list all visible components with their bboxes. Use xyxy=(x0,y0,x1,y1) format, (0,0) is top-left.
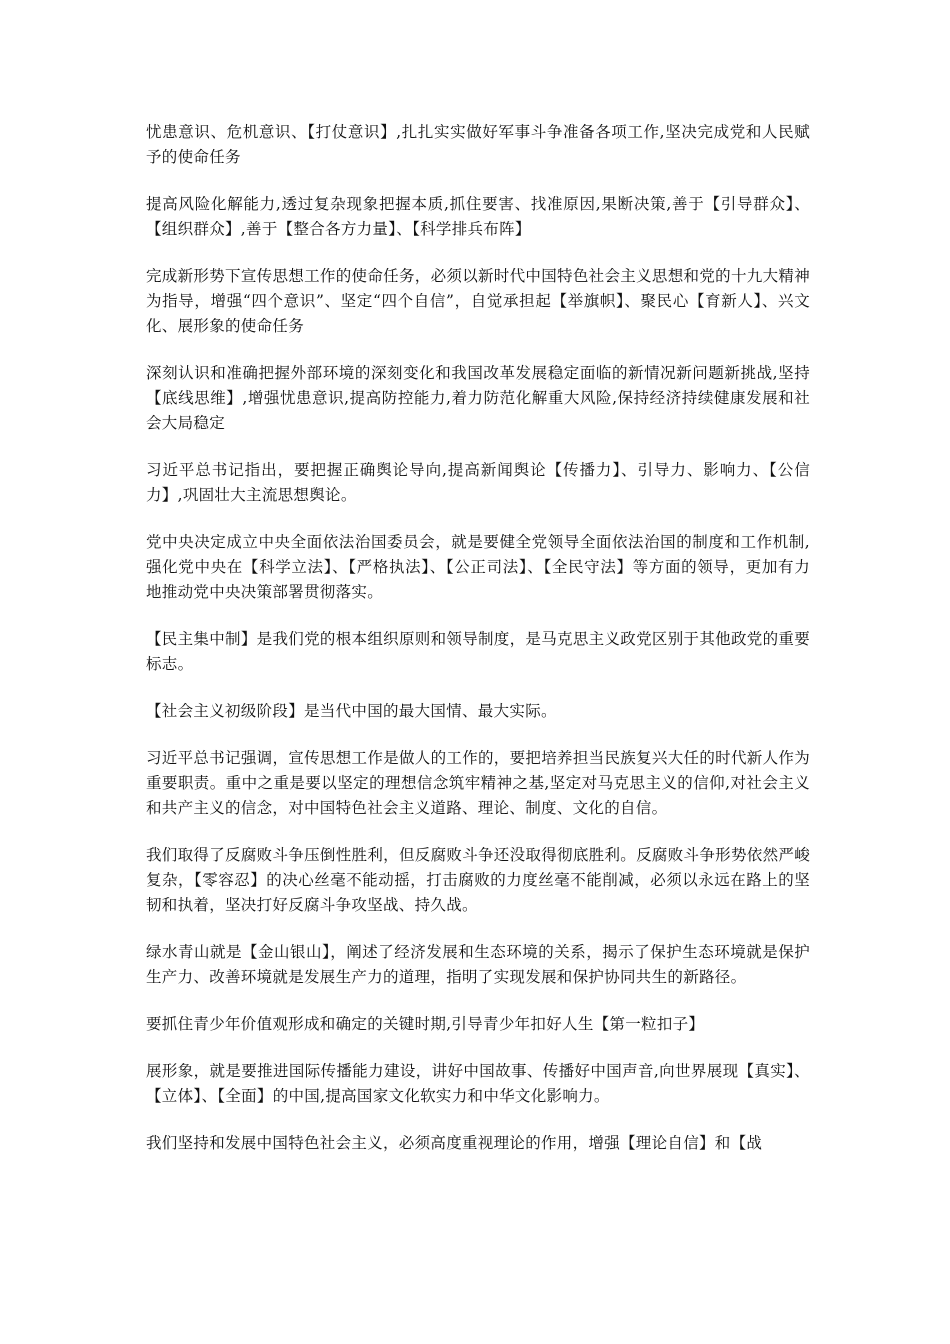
paragraph-7: 【民主集中制】是我们党的根本组织原则和领导制度，是马克思主义政党区别于其他政党的重要标志。 xyxy=(146,630,810,673)
paragraph-3: 完成新形势下宣传思想工作的使命任务，必须以新时代中国特色社会主义思想和党的十九大精神为指导，增强“四个意识”、坚定“四个自信”，自觉承担起【举旗帜】、聚民心【育新人】、兴文化、展形象的使命任务 xyxy=(146,267,810,335)
paragraph-8: 【社会主义初级阶段】是当代中国的最大国情、最大实际。 xyxy=(146,702,557,720)
paragraph-13: 展形象，就是要推进国际传播能力建设，讲好中国故事、传播好中国声音,向世界展现【真实】、【立体】、【全面】的中国,提高国家文化软实力和中华文化影响力。 xyxy=(146,1062,810,1105)
paragraph-1: 忧患意识、危机意识、【打仗意识】,扎扎实实做好军事斗争准备各项工作,坚决完成党和人民赋予的使命任务 xyxy=(146,123,810,166)
paragraph-14: 我们坚持和发展中国特色社会主义，必须高度重视理论的作用，增强【理论自信】和【战 xyxy=(146,1134,763,1152)
paragraph-5: 习近平总书记指出，要把握正确舆论导向,提高新闻舆论【传播力】、引导力、影响力、【公信力】,巩固壮大主流思想舆论。 xyxy=(146,461,810,504)
paragraph-11: 绿水青山就是【金山银山】，阐述了经济发展和生态环境的关系，揭示了保护生态环境就是保护生产力、改善环境就是发展生产力的道理，指明了实现发展和保护协同共生的新路径。 xyxy=(146,943,810,986)
paragraph-9: 习近平总书记强调，宣传思想工作是做人的工作的，要把培养担当民族复兴大任的时代新人作为重要职责。重中之重是要以坚定的理想信念筑牢精神之基,坚定对马克思主义的信仰,对社会主义和共产主义的信念，对中国特色社会主义道路、理论、制度、文化的自信。 xyxy=(146,749,810,817)
paragraph-10: 我们取得了反腐败斗争压倒性胜利，但反腐败斗争还没取得彻底胜利。反腐败斗争形势依然严峻复杂，【零容忍】的决心丝毫不能动摇，打击腐败的力度丝毫不能削减，必须以永远在路上的坚韧和执着，坚决打好反腐斗争攻坚战、持久战。 xyxy=(146,846,810,914)
paragraph-4: 深刻认识和准确把握外部环境的深刻变化和我国改革发展稳定面临的新情况新问题新挑战,坚持【底线思维】,增强忧患意识,提高防控能力,着力防范化解重大风险,保持经济持续健康发展和社会大局稳定 xyxy=(146,364,810,432)
paragraph-2: 提高风险化解能力,透过复杂现象把握本质,抓住要害、找准原因,果断决策,善于【引导群众】、【组织群众】,善于【整合各方力量】、【科学排兵布阵】 xyxy=(146,195,810,238)
document-body xyxy=(146,120,810,1178)
paragraph-12: 要抓住青少年价值观形成和确定的关键时期,引导青少年扣好人生【第一粒扣子】 xyxy=(146,1015,705,1033)
paragraph-6: 党中央决定成立中央全面依法治国委员会，就是要健全党领导全面依法治国的制度和工作机制,强化党中央在【科学立法】、【严格执法】、【公正司法】、【全民守法】等方面的领导，更加有力地推动党中央决策部署贯彻落实。 xyxy=(146,533,810,601)
